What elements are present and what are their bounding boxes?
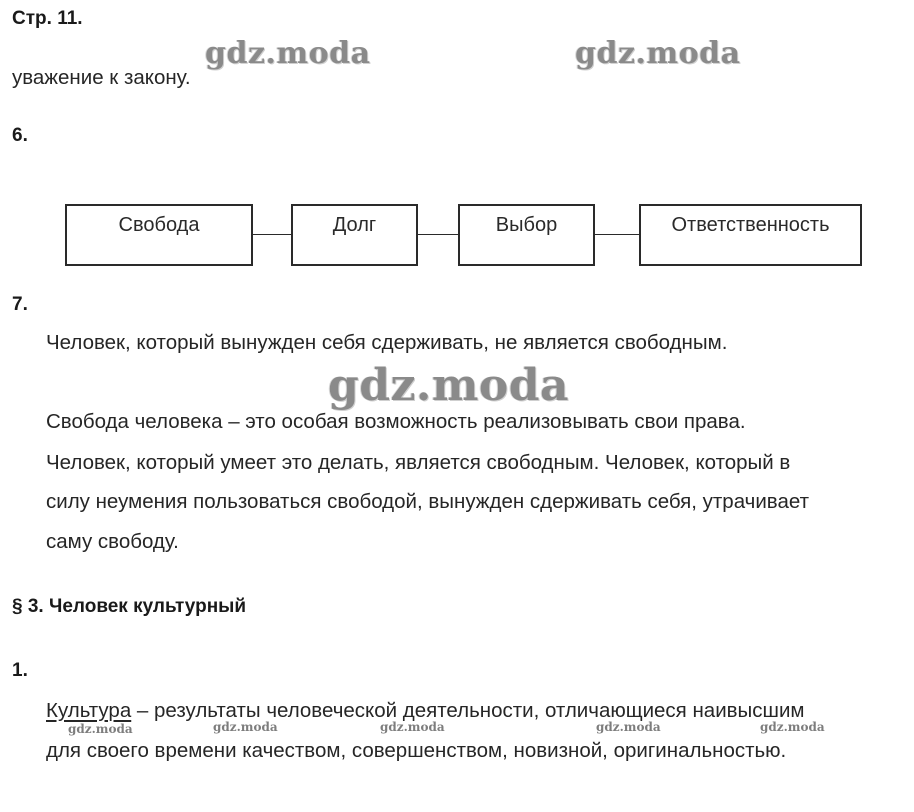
watermark: gdz.moda — [575, 36, 741, 71]
diagram-connector — [417, 234, 459, 235]
paragraph-line: силу неумения пользоваться свободой, вынужден сдерживать себя, утрачивает — [46, 490, 809, 513]
definition-text: – результаты человеческой деятельности, отличающиеся наивысшим — [131, 699, 805, 722]
paragraph-line: саму свободу. — [46, 530, 179, 553]
diagram-box-responsibility: Ответственность — [639, 204, 862, 266]
answer-line: уважение к закону. — [12, 66, 191, 89]
paragraph-line: Человек, который умеет это делать, является свободным. Человек, который в — [46, 451, 791, 474]
watermark: gdz.moda — [205, 36, 371, 71]
watermark: gdz.moda — [328, 360, 570, 411]
section-title: § 3. Человек культурный — [12, 596, 247, 617]
answer-line: Человек, который вынужден себя сдерживать, не является свободным. — [46, 331, 728, 354]
watermark: gdz.moda — [380, 720, 445, 734]
diagram-connector — [594, 234, 640, 235]
watermark: gdz.moda — [760, 720, 825, 734]
watermark: gdz.moda — [68, 722, 133, 736]
task-number: 1. — [12, 660, 28, 681]
diagram-connector — [252, 234, 292, 235]
definition-line: для своего времени качеством, совершенством, новизной, оригинальностью. — [46, 739, 787, 762]
paragraph-line: Свобода человека – это особая возможность реализовывать свои права. — [46, 410, 746, 433]
watermark: gdz.moda — [213, 720, 278, 734]
page-header: Стр. 11. — [12, 8, 83, 29]
diagram-box-freedom: Свобода — [65, 204, 253, 266]
task-number: 6. — [12, 125, 28, 146]
diagram-box-duty: Долг — [291, 204, 418, 266]
task-number: 7. — [12, 294, 28, 315]
diagram-box-choice: Выбор — [458, 204, 595, 266]
watermark: gdz.moda — [596, 720, 661, 734]
defined-term: Культура — [46, 699, 132, 722]
